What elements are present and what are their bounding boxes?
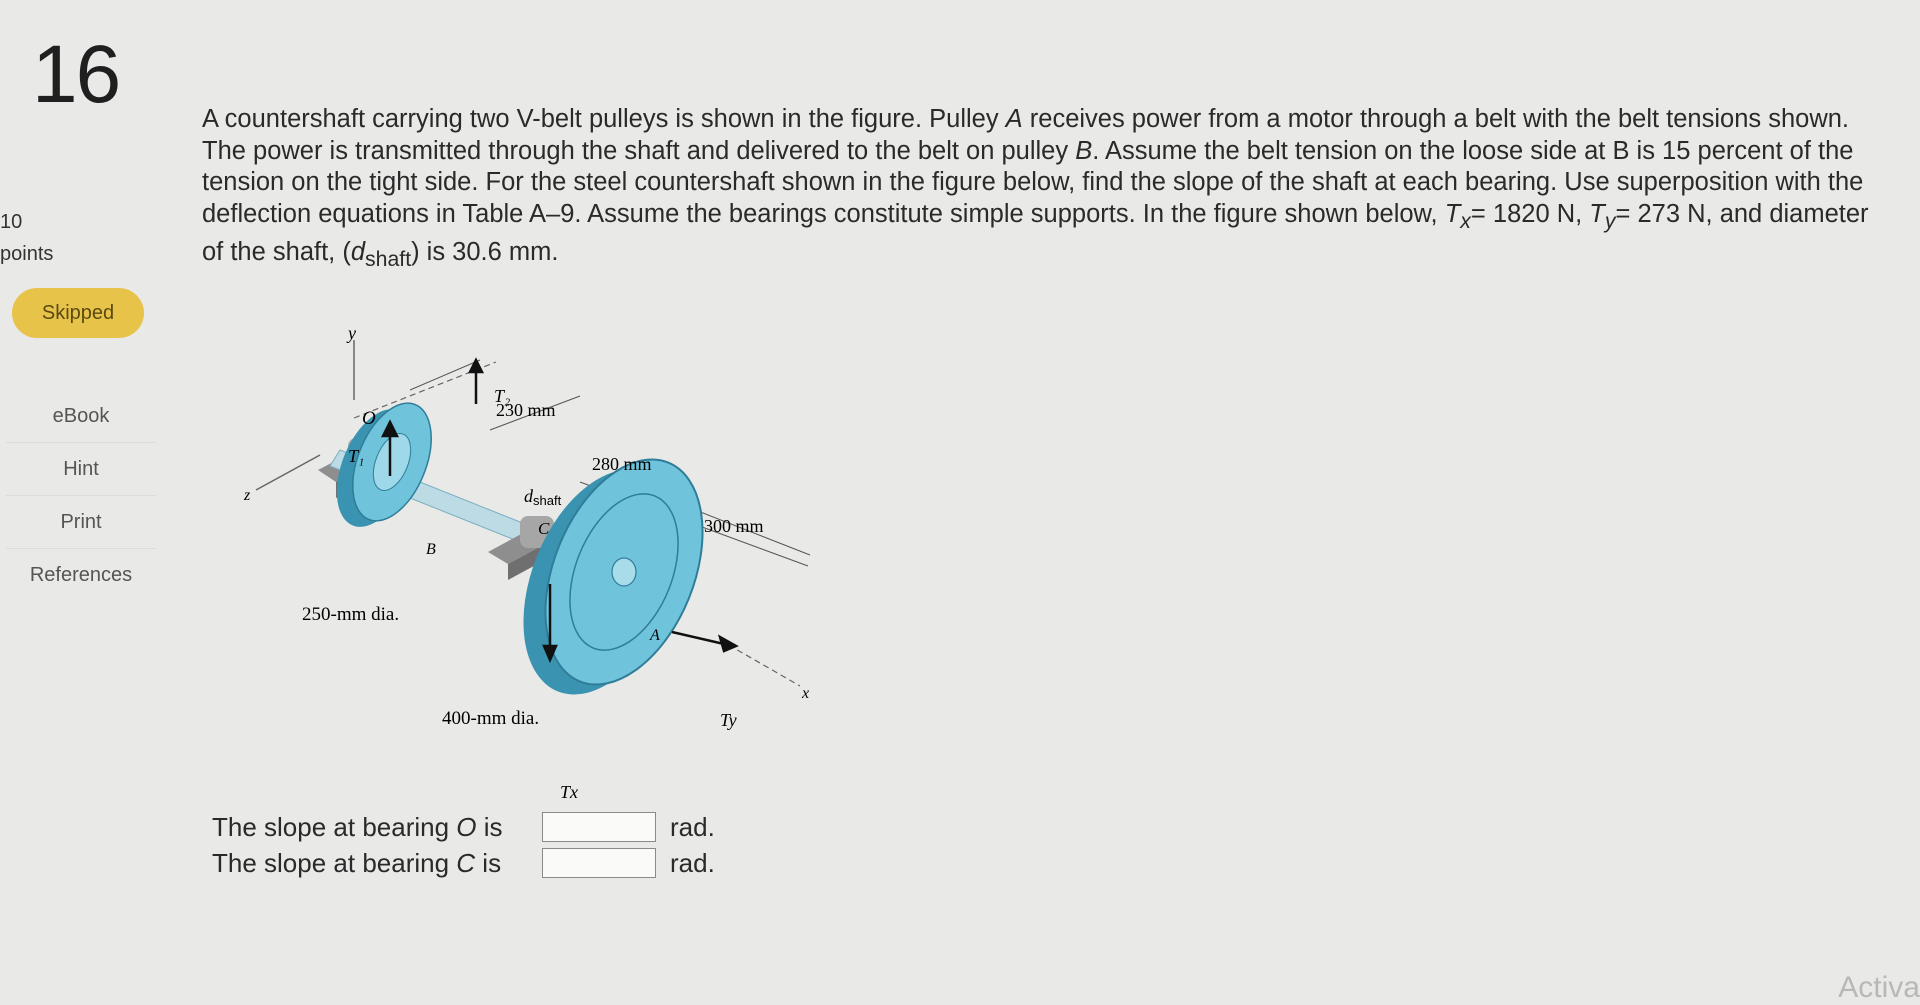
activation-watermark: Activa	[1838, 971, 1920, 1004]
ty-symbol: T	[1589, 199, 1605, 228]
pulley-a	[493, 436, 733, 717]
pulley-a-ref: A	[1005, 105, 1023, 133]
answer-o-unit: rad.	[670, 811, 715, 842]
points-block	[0, 206, 53, 270]
answer-o-label: The slope at bearing O is	[212, 811, 503, 842]
points-value: 10	[0, 211, 23, 233]
slope-c-input[interactable]	[542, 848, 656, 878]
question-part3: . Assume the belt tension on the loose side at B is 15 percent of the tension on the tight side. For the steel countershaft shown in the figure below, find the slope of the shaft at each bearing. Use superposition with the deflection equations in Table A–9. Assume the bearings constitute simple supports. In the figure shown below,	[202, 136, 1864, 228]
sidebar-item-print[interactable]: Print	[6, 496, 156, 549]
tx-value: = 1820 N,	[1470, 199, 1590, 228]
question-number: 16	[32, 29, 120, 120]
d-symbol: d	[350, 238, 366, 267]
question-part1: A countershaft carrying two V-belt pulleys is shown in the figure. Pulley	[202, 105, 1006, 133]
pulley-b-ref: B	[1075, 136, 1093, 165]
ty-subscript: y	[1604, 208, 1616, 233]
countershaft-figure	[220, 330, 840, 800]
x-axis-label: x	[802, 685, 810, 702]
answer-row-o	[212, 810, 715, 844]
points-label: points	[0, 243, 54, 265]
sidebar-item-ebook[interactable]: eBook	[6, 390, 156, 443]
tx-symbol: T	[1444, 199, 1461, 228]
bearing-c-label: C	[538, 519, 550, 538]
slope-o-input[interactable]	[542, 812, 656, 842]
tx-subscript: x	[1460, 208, 1471, 233]
bearing-o-label: O	[362, 408, 376, 429]
dim-230-line	[410, 360, 480, 390]
dia-400-label: 400-mm dia.	[442, 708, 540, 729]
dim-230-label: 230 mm	[496, 400, 556, 420]
d-subscript: shaft	[365, 247, 412, 272]
ty-arrow	[672, 632, 724, 644]
pulley-b-label: B	[426, 541, 436, 558]
sidebar-item-references[interactable]: References	[29, 564, 133, 586]
sidebar-nav	[6, 390, 156, 601]
ty-value: = 273 N, and diameter of the shaft, (	[202, 199, 1869, 267]
t1-label: T₁	[348, 446, 365, 466]
tx-label: Tx	[560, 782, 578, 800]
answer-row-c	[212, 846, 715, 880]
dim-280-label: 280 mm	[592, 454, 652, 474]
t2-arrowhead	[470, 360, 482, 372]
answer-c-unit: rad.	[670, 847, 715, 878]
question-text	[202, 104, 1882, 276]
answer-block	[212, 810, 715, 882]
t2-label: T₂	[494, 386, 511, 406]
pulley-a-label: A	[650, 627, 660, 644]
z-axis-line	[256, 455, 320, 490]
d-shaft-label: dshaft	[524, 486, 562, 508]
dim-300-label: 300 mm	[704, 516, 764, 536]
d-value: ) is 30.6 mm.	[411, 238, 559, 267]
dia-250-label: 250-mm dia.	[302, 604, 400, 625]
status-badge: Skipped	[12, 288, 144, 338]
ty-arrowhead	[720, 637, 736, 651]
z-axis-label: z	[244, 487, 251, 504]
sidebar-item-hint[interactable]: Hint	[6, 443, 156, 496]
y-axis-label: y	[348, 330, 356, 343]
ty-label: Ty	[720, 710, 737, 730]
question-part2: receives power from a motor through a belt with the belt tensions shown. The power is transmitted through the shaft and delivered to the belt on pulley	[202, 105, 1850, 165]
answer-c-label: The slope at bearing C is	[212, 847, 502, 878]
